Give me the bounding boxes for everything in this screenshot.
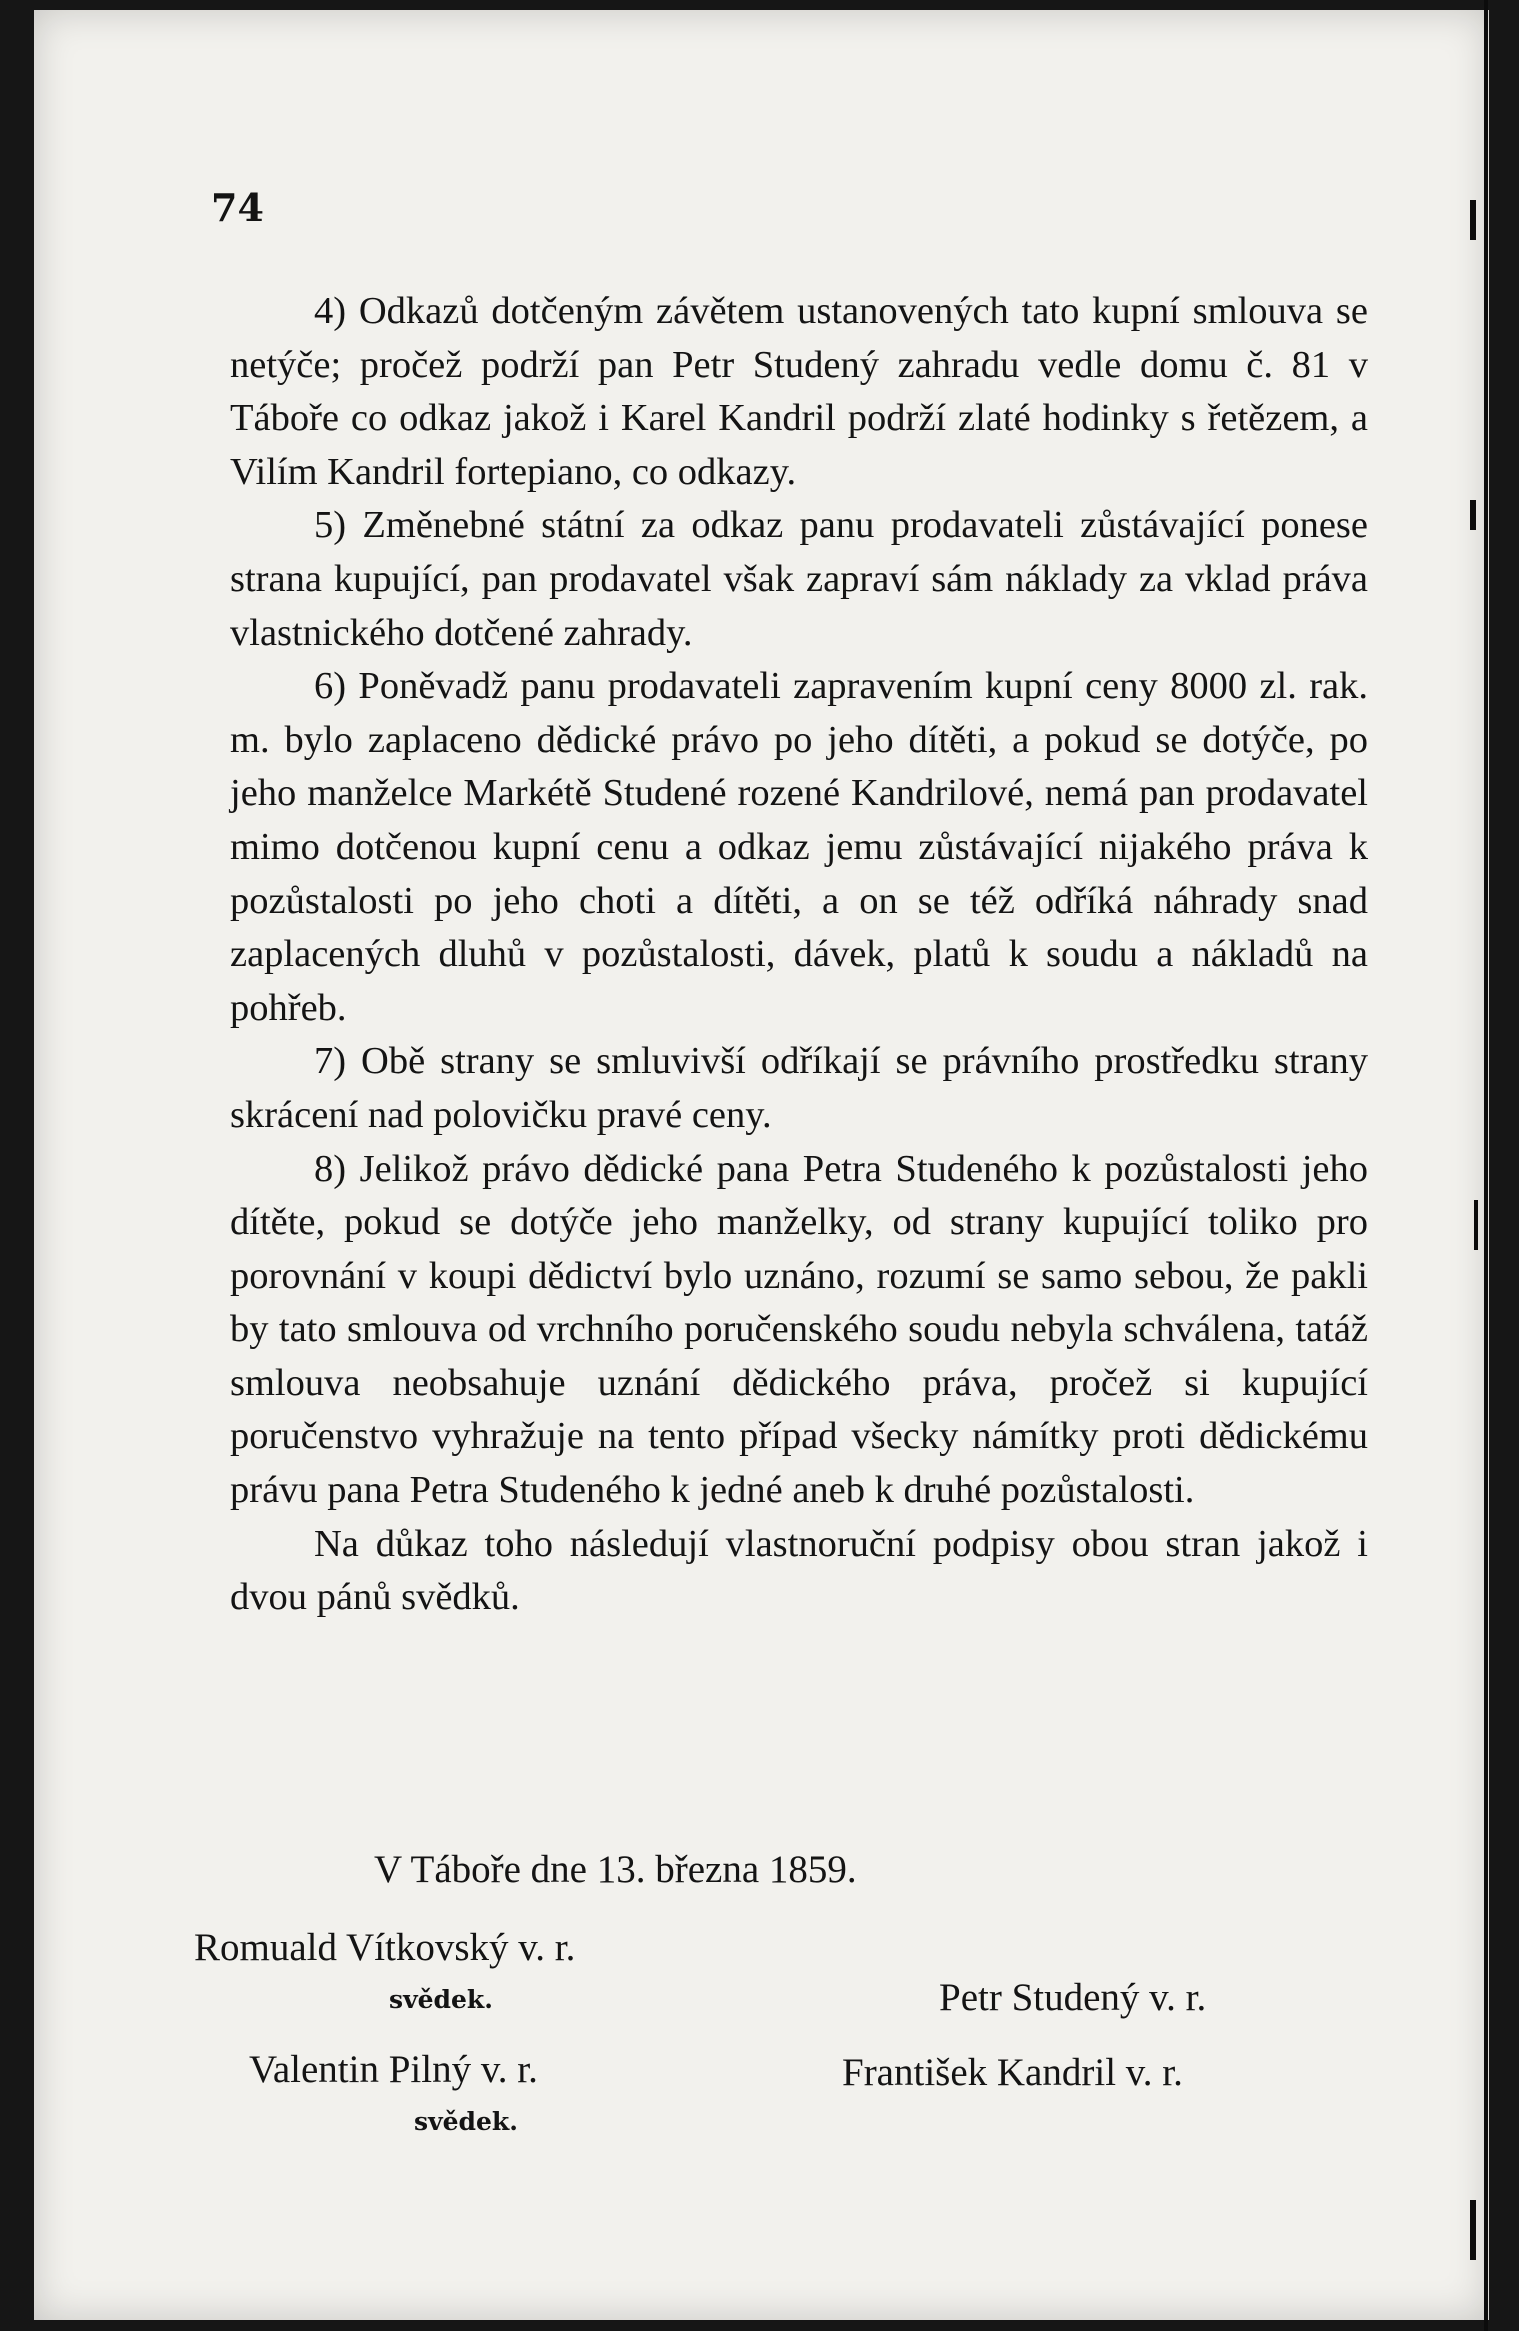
- party1-signature: Petr Studený v. r.: [939, 1976, 1207, 2019]
- scan-edge-mark: [1470, 200, 1476, 240]
- scan-edge-mark: [1470, 2200, 1476, 2260]
- paragraph-4: 4) Odkazů dotčeným závětem ustanovených tato kupní smlouva se netýče; pročež podrží pan Petr Studený zahradu vedle domu č. 81 v Táboře co odkaz jakož i Karel Kandril podrží zlaté hodinky s řetězem, a Vilím Kandril fortepiano, co odkazy.: [230, 290, 1368, 493]
- paragraph-7: 7) Obě strany se smluvivší odříkají se právního prostředku strany skrácení nad polovičku pravé ceny.: [230, 1040, 1368, 1136]
- scan-edge-mark: [1474, 1200, 1478, 1250]
- document-page: [34, 10, 1489, 2320]
- witness2-role: svědek.: [414, 2107, 518, 2136]
- body-text: [230, 285, 1368, 1625]
- party2-signature: František Kandril v. r.: [842, 2051, 1183, 2094]
- witness1-signature: Romuald Vítkovský v. r.: [194, 1926, 576, 1969]
- witness1-role: svědek.: [389, 1985, 493, 2014]
- witness2-signature: Valentin Pilný v. r.: [249, 2048, 538, 2091]
- scan-edge-line: [1484, 0, 1488, 2331]
- paragraph-5: 5) Změnebné státní za odkaz panu prodavateli zůstávající ponese strana kupující, pan prodavatel však zapraví sám náklady za vklad práva vlastnického dotčené zahrady.: [230, 504, 1368, 654]
- paragraph-8: 8) Jelikož právo dědické pana Petra Studeného k pozůstalosti jeho dítěte, pokud se dotýče jeho manželky, od strany kupující toliko pro porovnání v koupi dědictví bylo uznáno, rozumí se samo sebou, že pakli by tato smlouva od vrchního poručenského soudu nebyla schválena, tatáž smlouva neobsahuje uznání dědického práva, pročež si kupující poručenstvo vyhražuje na tento případ všecky námítky proti dědickému právu pana Petra Studeného k jedné aneb k druhé pozůstalosti.: [230, 1147, 1368, 1512]
- paragraph-6: 6) Poněvadž panu prodavateli zapravením kupní ceny 8000 zl. rak. m. bylo zaplaceno dědické právo po jeho dítěti, a pokud se dotýče, po jeho manželce Markétě Studené rozené Kandrilové, nemá pan prodavatel mimo dotčenou kupní cenu a odkaz jemu zůstávající nijakého práva k pozůstalosti po jeho choti a dítěti, a on se též odříká náhrady snad zaplacených dluhů v pozůstalosti, dávek, platů k soudu a nákladů na pohřeb.: [230, 665, 1368, 1029]
- page-number: 74: [211, 185, 264, 230]
- scan-edge-mark: [1470, 500, 1476, 530]
- closing-paragraph: Na důkaz toho následují vlastnoruční podpisy obou stran jakož i dvou pánů svědků.: [230, 1522, 1368, 1619]
- place-date: V Táboře dne 13. března 1859.: [374, 1848, 857, 1891]
